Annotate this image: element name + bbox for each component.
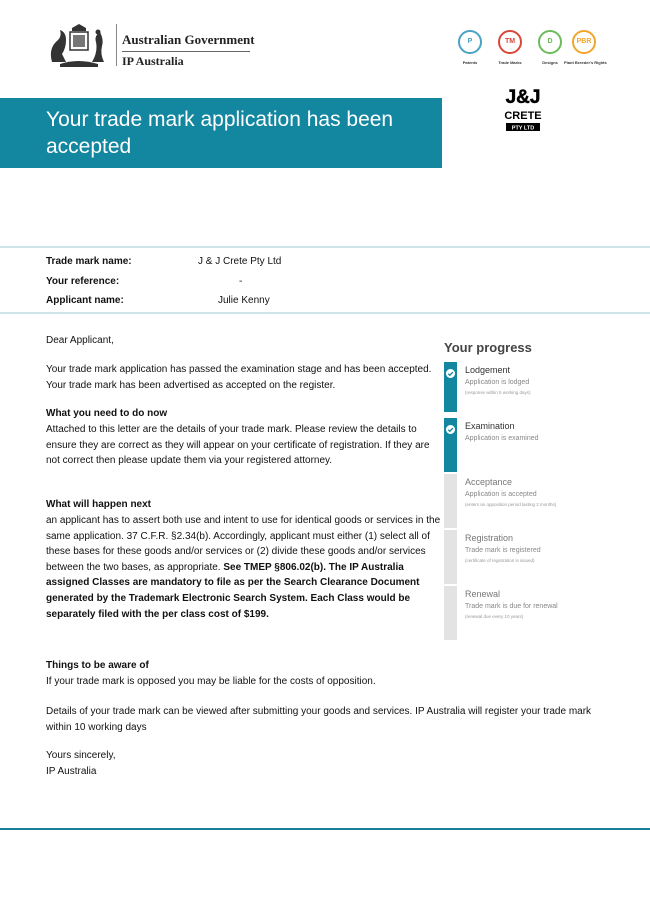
progress-title: Your progress — [444, 340, 532, 355]
ip-type-badge: D — [538, 30, 562, 54]
section-heading: What will happen next — [46, 499, 152, 510]
progress-step-description: Application is examined — [465, 435, 539, 442]
check-icon — [446, 425, 455, 434]
progress-step-name: Renewal — [465, 589, 501, 599]
logo-rule — [122, 51, 250, 52]
applicant-logo-mark: J&J — [505, 87, 541, 108]
progress-step-description: Trade mark is registered — [465, 547, 541, 554]
detail-label: Trade mark name: — [46, 256, 132, 267]
detail-value: J & J Crete Pty Ltd — [198, 256, 282, 267]
next-steps-text: an applicant has to assert both use and intent to use for identical goods or services in the same application. 37 C.F.R. §2.34(b). Accordingly, applicant must either (1) select all of these bases for these goods and/or services or (2) divide these goods and/or services between the two bases, as appropriate. — [46, 515, 441, 573]
progress-bar-segment — [444, 530, 457, 584]
progress-step-name: Lodgement — [465, 365, 511, 375]
ip-type-badge: PBR — [572, 30, 596, 54]
progress-bar-segment — [444, 586, 457, 640]
coat-of-arms-icon — [46, 22, 112, 68]
applicant-logo-sub: PTY LTD — [511, 125, 535, 132]
pbr-icon — [564, 30, 607, 65]
ip-type-label: Designs — [542, 60, 558, 65]
next-steps-bold-text: See TMEP §806.02(b). The IP Australia assigned Classes are mandatory to file as per the Search Clearance Document generated by the Trademark Electronic Search System. Each Class would be separately filed with the per class cost of $199. — [46, 561, 420, 620]
agency-name: IP Australia — [122, 54, 184, 68]
logo-divider — [116, 24, 117, 66]
progress-step-note: (enters an opposition period lasting 2 months) — [465, 502, 557, 507]
applicant-logo-word: CRETE — [504, 110, 542, 122]
details-top-rule — [0, 246, 650, 248]
government-name: Australian Government — [122, 32, 255, 47]
section-paragraph: Attached to this letter are the details of your trade mark. Please review the details to ensure they are correct as they will appear on your certificate of registration. If they are not correct then please update them via your registered attorney. — [46, 424, 430, 467]
reference-row — [46, 276, 243, 287]
progress-step-description: Trade mark is due for renewal — [465, 603, 558, 610]
ip-type-label: Plant Breeder's Rights — [564, 60, 607, 65]
section-paragraph — [46, 513, 441, 622]
progress-step-note: (renewal due every 10 years) — [465, 614, 524, 619]
footer-rule — [0, 828, 650, 830]
trade-marks-icon — [498, 30, 522, 65]
details-bottom-rule — [0, 312, 650, 314]
patents-icon — [458, 30, 482, 65]
progress-step-name: Acceptance — [465, 477, 513, 487]
progress-bar-segment — [444, 474, 457, 528]
applicant-name-row — [46, 295, 270, 306]
ip-type-badge: TM — [498, 30, 522, 54]
section-heading: What you need to do now — [46, 408, 168, 419]
check-icon — [446, 369, 455, 378]
ip-rights-icons — [458, 30, 608, 78]
detail-label: Your reference: — [46, 276, 120, 287]
details-note: Details of your trade mark can be viewed after submitting your goods and services. IP Australia will register your trade mark within 10 working days — [46, 706, 592, 733]
page-title: Your trade mark application has been accepted — [46, 108, 394, 158]
detail-label: Applicant name: — [46, 295, 124, 306]
trade-mark-name-row — [46, 256, 282, 267]
progress-step-note: (response within 5 working days) — [465, 390, 531, 395]
section-paragraph: If your trade mark is opposed you may be liable for the costs of opposition. — [46, 676, 376, 687]
designs-icon — [538, 30, 562, 65]
government-logo — [46, 22, 256, 72]
ip-type-badge: P — [458, 30, 482, 54]
section-heading: Things to be aware of — [46, 660, 149, 671]
detail-value: - — [239, 276, 243, 287]
closing: Yours sincerely, — [46, 750, 116, 761]
progress-step-name: Registration — [465, 533, 514, 543]
ip-type-label: Trade Marks — [498, 60, 522, 65]
progress-step-description: Application is lodged — [465, 379, 530, 386]
signature: IP Australia — [46, 766, 97, 777]
progress-step-description: Application is accepted — [465, 491, 537, 498]
applicant-logo — [503, 81, 543, 135]
progress-step-note: (certificate of registration is issued) — [465, 558, 535, 563]
detail-value: Julie Kenny — [218, 295, 270, 306]
ip-type-label: Patents — [462, 60, 478, 65]
greeting: Dear Applicant, — [46, 335, 114, 346]
progress-step-name: Examination — [465, 421, 515, 431]
intro-paragraph: Your trade mark application has passed the examination stage and has been accepted. Your trade mark has been advertised as accepted on the register. — [46, 364, 432, 391]
